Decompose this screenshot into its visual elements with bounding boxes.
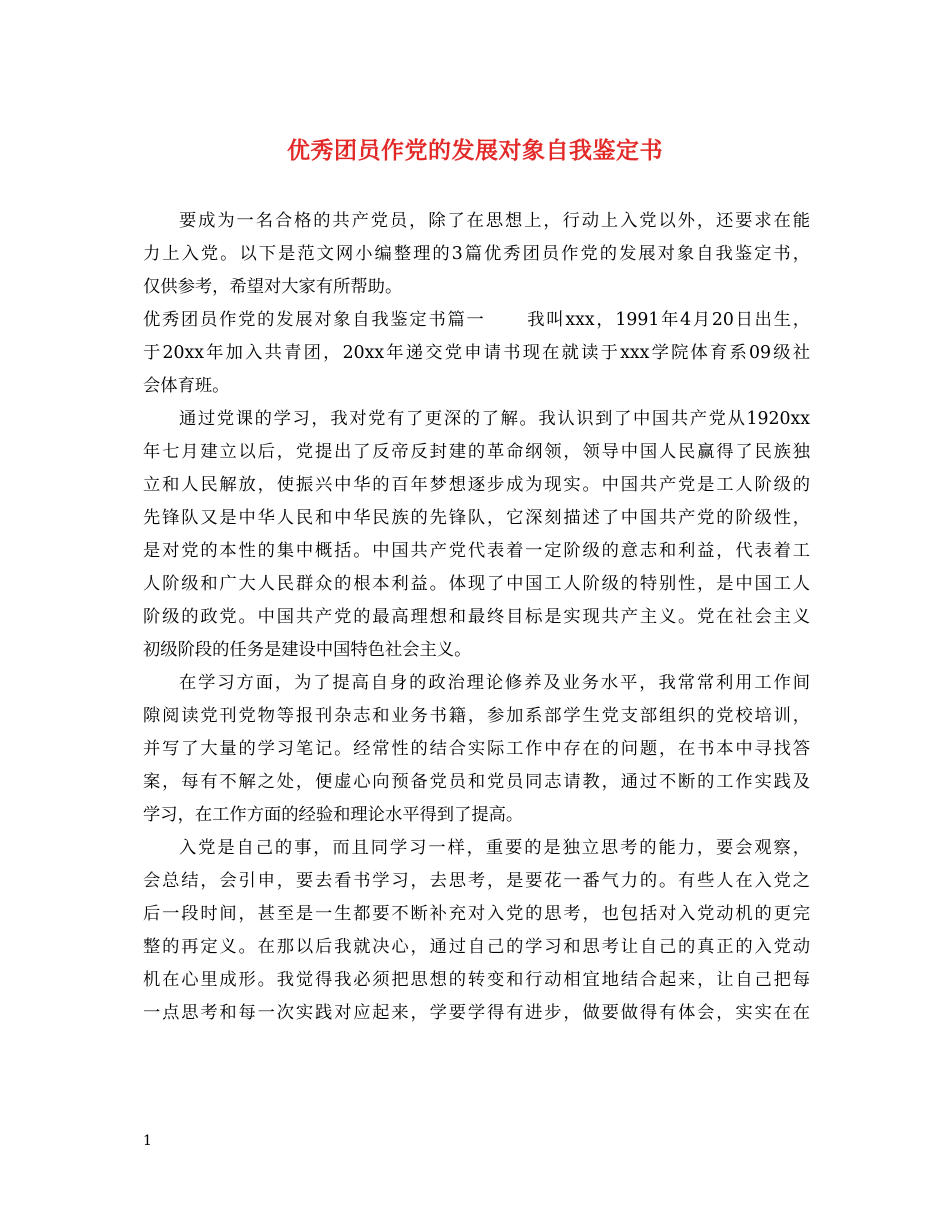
paragraph-line: 会总结，会引申，要去看书学习，去思考，是要花一番气力的。有些人在入党之 bbox=[143, 871, 810, 891]
document-title: 优秀团员作党的发展对象自我鉴定书 bbox=[287, 137, 663, 164]
paragraph-line: 立和人民解放，使振兴中华的百年梦想逐步成为现实。中国共产党是工人阶级的 bbox=[143, 475, 810, 495]
paragraph-line: 年七月建立以后，党提出了反帝反封建的革命纲领，领导中国人民赢得了民族独 bbox=[143, 442, 810, 462]
paragraph-line: 仅供参考，希望对大家有所帮助。 bbox=[143, 277, 403, 297]
paragraph-line: 整的再定义。在那以后我就决心，通过自己的学习和思考让自己的真正的入党动 bbox=[143, 937, 810, 957]
section-heading: 优秀团员作党的发展对象自我鉴定书篇一 bbox=[143, 310, 486, 330]
paragraph-line: 在学习方面，为了提高自身的政治理论修养及业务水平，我常常利用工作间 bbox=[179, 673, 810, 693]
paragraph-line: 一点思考和每一次实践对应起来，学要学得有进步，做要做得有体会，实实在在 bbox=[143, 1003, 810, 1023]
paragraph-line: 案，每有不解之处，便虚心向预备党员和党员同志请教，通过不断的工作实践及 bbox=[143, 772, 810, 792]
paragraph-inline-text: 我叫xxx，1991年4月20日出生， bbox=[525, 310, 810, 330]
paragraph-line: 人阶级和广大人民群众的根本利益。体现了中国工人阶级的特别性，是中国工人 bbox=[143, 574, 810, 594]
paragraph-line: 后一段时间，甚至是一生都要不断补充对入党的思考，也包括对入党动机的更完 bbox=[143, 904, 810, 924]
section-heading-line bbox=[143, 304, 810, 337]
paragraph-line: 初级阶段的任务是建设中国特色社会主义。 bbox=[143, 640, 472, 660]
paragraph-line: 要成为一名合格的共产党员，除了在思想上，行动上入党以外，还要求在能 bbox=[179, 211, 810, 231]
paragraph-line: 并写了大量的学习笔记。经常性的结合实际工作中存在的问题，在书本中寻找答 bbox=[143, 739, 810, 759]
paragraph-line: 学习，在工作方面的经验和理论水平得到了提高。 bbox=[143, 805, 524, 825]
paragraph-line: 力上入党。以下是范文网小编整理的3篇优秀团员作党的发展对象自我鉴定书， bbox=[143, 244, 810, 264]
paragraph-line: 先锋队又是中华人民和中华民族的先锋队，它深刻描述了中国共产党的阶级性， bbox=[143, 508, 810, 528]
paragraph-line: 入党是自己的事，而且同学习一样，重要的是独立思考的能力，要会观察， bbox=[179, 838, 810, 858]
page-number: 1 bbox=[143, 1133, 152, 1149]
paragraph-line: 通过党课的学习，我对党有了更深的了解。我认识到了中国共产党从1920xx bbox=[179, 409, 810, 429]
paragraph-line: 会体育班。 bbox=[143, 376, 230, 396]
paragraph-line: 隙阅读党刊党物等报刊杂志和业务书籍，参加系部学生党支部组织的党校培训， bbox=[143, 706, 810, 726]
document-body bbox=[143, 205, 810, 1030]
paragraph-line: 是对党的本性的集中概括。中国共产党代表着一定阶级的意志和利益，代表着工 bbox=[143, 541, 810, 561]
paragraph-line: 于20xx年加入共青团，20xx年递交党申请书现在就读于xxx学院体育系09级社 bbox=[143, 343, 810, 363]
paragraph-line: 机在心里成形。我觉得我必须把思想的转变和行动相宜地结合起来，让自己把每 bbox=[143, 970, 810, 990]
paragraph-line: 阶级的政党。中国共产党的最高理想和最终目标是实现共产主义。党在社会主义 bbox=[143, 607, 810, 627]
